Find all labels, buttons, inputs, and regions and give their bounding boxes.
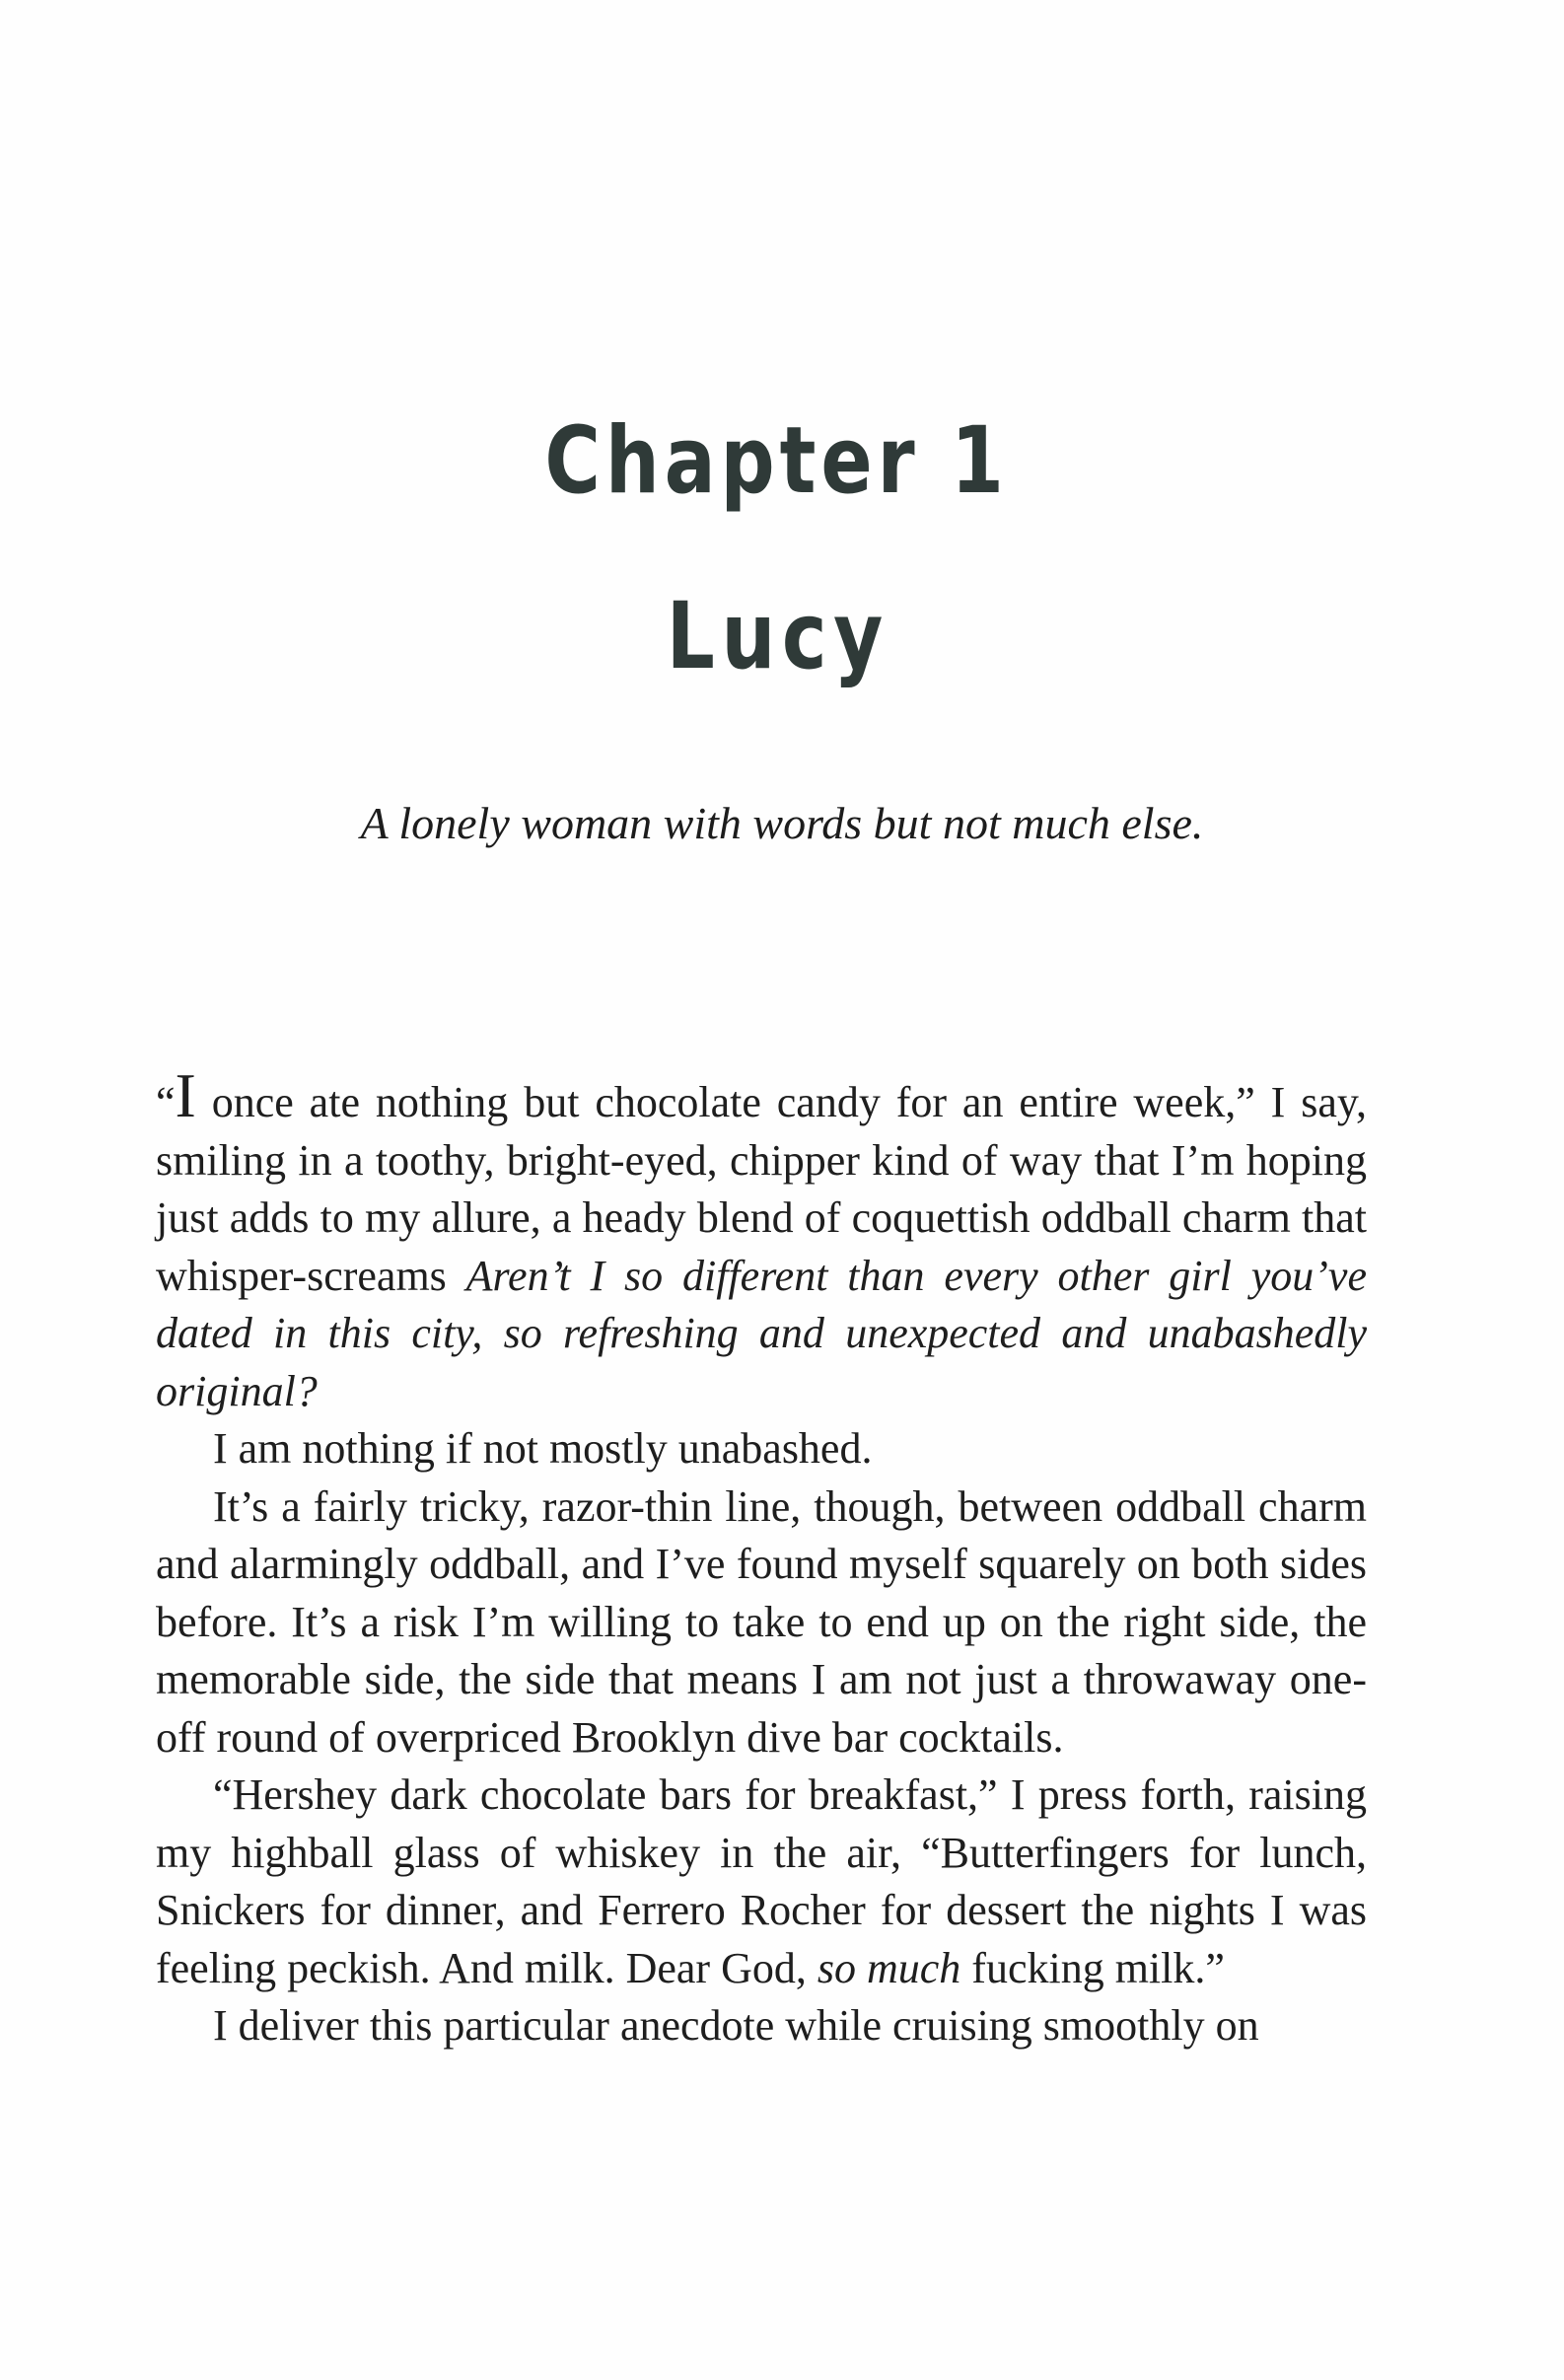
chapter-title: Lucy [666, 583, 889, 690]
paragraph-text: fucking milk.” [960, 1943, 1225, 1992]
opening-quote-mark: “ [156, 1078, 176, 1126]
chapter-epigraph: A lonely woman with words but not much else. [360, 798, 1204, 848]
paragraph [156, 1420, 1367, 1478]
chapter-number: Chapter 1 [544, 407, 1009, 515]
paragraph-italic-text: Aren’t I so different than every other girl you’ve dated in this city, so refreshing and unexpected and unabashedly original? [156, 1251, 1367, 1415]
chapter-body [156, 1060, 1367, 2055]
paragraph [156, 1767, 1367, 1997]
paragraph-text: It’s a fairly tricky, razor-thin line, though, between oddball charm and alarmingly oddball, and I’ve found myself squarely on both sides before. It’s a risk I’m willing to take to end up on the right side, the memorable side, the side that means I am not just a throwaway one-off round of overpriced Brooklyn dive bar cocktails. [156, 1481, 1367, 1762]
paragraph-italic-text: so much [817, 1943, 961, 1992]
paragraph-text: I deliver this particular anecdote while cruising smoothly on [213, 2001, 1259, 2050]
paragraph-text: I am nothing if not mostly unabashed. [213, 1424, 873, 1473]
drop-cap: I [175, 1060, 196, 1130]
paragraph [156, 1478, 1367, 1767]
paragraph-text: “Hershey dark chocolate bars for breakfast,” I press forth, raising my highball glass of whiskey in the air, “Butterfingers for lunch, Snickers for dinner, and Ferrero Rocher for dessert the nights I was feeling peckish. And milk. Dear God, [156, 1770, 1367, 1992]
paragraph [156, 1060, 1367, 1420]
paragraph [156, 1997, 1367, 2055]
paragraph-text: once ate nothing but chocolate candy for an entire week,” I say, smiling in a toothy, bright-eyed, chipper kind of way that I’m hoping just adds to my allure, a heady blend of coquettish oddball charm that whisper-screams [156, 1078, 1367, 1300]
